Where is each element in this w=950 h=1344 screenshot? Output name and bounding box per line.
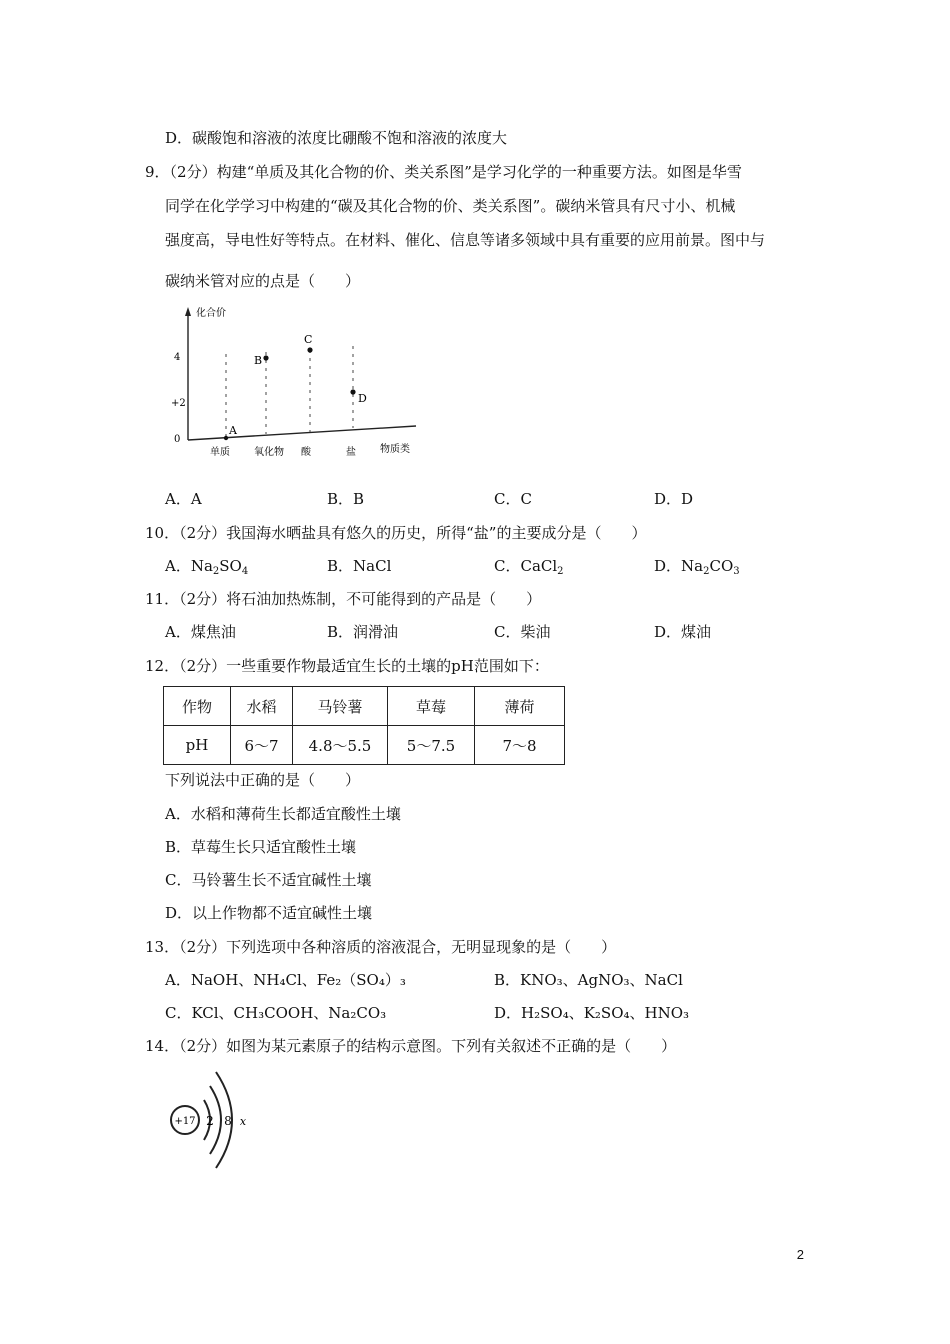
point-c xyxy=(307,347,312,352)
q9-stem-line1: 9．（2分）构建“单质及其化合物的价、类关系图”是学习化学的一种重要方法。如图是华雪 xyxy=(145,163,742,181)
point-d xyxy=(350,389,355,394)
table-row xyxy=(164,726,565,765)
x-cat-salt: 盐 xyxy=(346,447,356,458)
point-d-label: D xyxy=(358,392,367,405)
q9-stem-line3: 强度高，导电性好等特点。在材料、催化、信息等诸多领域中具有重要的应用前景。图中与 xyxy=(165,231,766,249)
table-cell: pH xyxy=(164,726,231,765)
y-tick-4: 4 xyxy=(174,352,181,363)
table-cell: 6～7 xyxy=(231,726,293,765)
table-cell: 4.8～5.5 xyxy=(293,726,388,765)
q10-option-a[interactable]: A．$Na_2SO_4$ xyxy=(165,557,249,577)
page-number: 2 xyxy=(796,1247,804,1262)
q10-stem: 10．（2分）我国海水晒盐具有悠久的历史，所得“盐”的主要成分是（ ） xyxy=(145,524,647,542)
q9-option-a[interactable]: A．A xyxy=(165,490,202,508)
q9-option-d[interactable]: D．D xyxy=(654,490,694,508)
atom-structure-diagram xyxy=(160,1068,270,1178)
shell-3-electrons: x xyxy=(239,1115,247,1128)
q11-option-b[interactable]: B．润滑油 xyxy=(327,623,399,641)
q10-option-c[interactable]: C．CaCl$_2$ xyxy=(494,557,564,577)
q12-option-c[interactable]: C．马铃薯生长不适宜碱性土壤 xyxy=(165,871,372,889)
point-a-label: A xyxy=(229,424,237,437)
q13-option-b[interactable]: B．KNO₃、AgNO₃、NaCl xyxy=(494,971,683,989)
q12-option-b[interactable]: B．草莓生长只适宜酸性土壤 xyxy=(165,838,357,856)
q13-option-a[interactable]: A．NaOH、NH₄Cl、Fe₂（SO₄）₃ xyxy=(165,971,406,989)
x-axis-label: 物质类 xyxy=(380,444,410,455)
table-cell: 7～8 xyxy=(475,726,565,765)
y-tick-2: +2 xyxy=(171,398,186,409)
y-axis-label: 化合价 xyxy=(196,308,226,319)
table-header: 水稻 xyxy=(231,687,293,726)
x-cat-acid: 酸 xyxy=(301,447,311,458)
table-header: 马铃薯 xyxy=(293,687,388,726)
q14-stem: 14．（2分）如图为某元素原子的结构示意图。下列有关叙述不正确的是（ ） xyxy=(145,1037,677,1055)
q11-stem: 11．（2分）将石油加热炼制，不可能得到的产品是（ ） xyxy=(145,590,542,608)
table-header: 薄荷 xyxy=(475,687,565,726)
point-c-label: C xyxy=(304,333,313,346)
shell-1-electrons: 2 xyxy=(206,1114,214,1128)
q10-option-b[interactable]: B．NaCl xyxy=(327,557,392,575)
q13-stem: 13．（2分）下列选项中各种溶质的溶液混合，无明显现象的是（ ） xyxy=(145,938,617,956)
point-b-label: B xyxy=(254,354,263,367)
q13-option-d[interactable]: D．H₂SO₄、K₂SO₄、HNO₃ xyxy=(494,1004,690,1022)
point-a xyxy=(224,436,228,440)
table-cell: 5～7.5 xyxy=(388,726,475,765)
table-header-row xyxy=(164,687,565,726)
nucleus-charge: +17 xyxy=(174,1116,196,1127)
q9-stem-line2: 同学在化学学习中构建的“碳及其化合物的价、类关系图”。碳纳米管具有尺寸小、机械 xyxy=(165,197,736,215)
q9-option-b[interactable]: B．B xyxy=(327,490,365,508)
q12-option-a[interactable]: A．水稻和薄荷生长都适宜酸性土壤 xyxy=(165,805,401,823)
q12-option-d[interactable]: D．以上作物都不适宜碱性土壤 xyxy=(165,904,373,922)
ph-table xyxy=(163,686,565,765)
q10-option-d[interactable]: D．$Na_2CO_3$ xyxy=(654,557,740,577)
q11-option-d[interactable]: D．煤油 xyxy=(654,623,712,641)
x-cat-element: 单质 xyxy=(210,447,230,458)
x-cat-oxide: 氧化物 xyxy=(254,447,284,458)
q11-option-c[interactable]: C．柴油 xyxy=(494,623,551,641)
q13-option-c[interactable]: C．KCl、CH₃COOH、Na₂CO₃ xyxy=(165,1004,387,1022)
q9-stem-line4: 碳纳米管对应的点是（ ） xyxy=(165,272,361,290)
table-header: 作物 xyxy=(164,687,231,726)
q11-option-a[interactable]: A．煤焦油 xyxy=(165,623,236,641)
y-tick-0: 0 xyxy=(174,434,181,445)
table-header: 草莓 xyxy=(388,687,475,726)
q8-option-d: D．碳酸饱和溶液的浓度比硼酸不饱和溶液的浓度大 xyxy=(165,129,508,147)
point-b xyxy=(263,355,268,360)
q12-stem: 12．（2分）一些重要作物最适宜生长的土壤的pH范围如下： xyxy=(145,657,549,675)
valence-class-diagram xyxy=(168,302,430,462)
q9-option-c[interactable]: C．C xyxy=(494,490,532,508)
q12-question: 下列说法中正确的是（ ） xyxy=(165,771,361,789)
shell-2-electrons: 8 xyxy=(224,1114,232,1128)
